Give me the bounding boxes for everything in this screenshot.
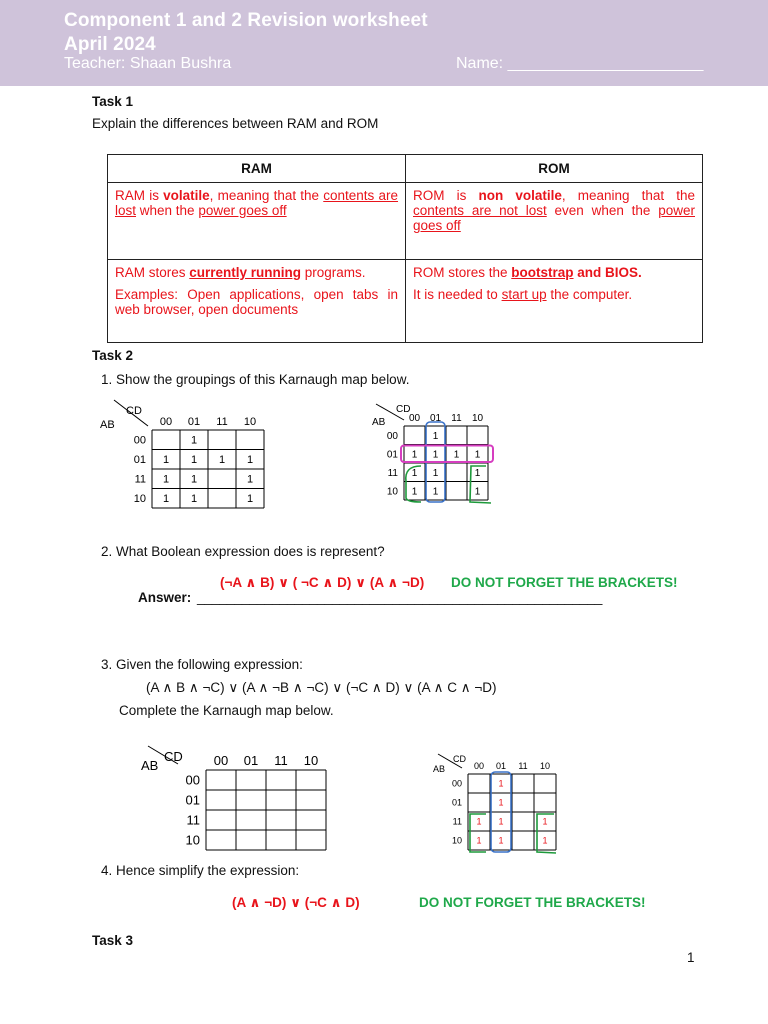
kmap-cell-value: 1 [411, 486, 418, 498]
kmap-3-blank [136, 744, 319, 856]
kmap-cell-value: 1 [162, 493, 170, 506]
kmap-cell-value: 1 [190, 493, 198, 506]
kmap-row-label: 01 [451, 797, 462, 808]
kmap-2-grouped [362, 400, 522, 510]
kmap-4-filled [428, 750, 573, 854]
kmap-cell-value: 1 [190, 454, 198, 467]
kmap-col-label: 00 [213, 753, 229, 768]
kmap-cell-value: 1 [411, 467, 418, 479]
kmap-col-label: 10 [303, 753, 319, 768]
answer-line[interactable]: ______________________________________________________ [197, 590, 603, 605]
kmap-cell-value: 1 [246, 493, 254, 506]
answer-label: Answer: [138, 590, 192, 605]
kmap-cell-value: 1 [411, 449, 418, 461]
kmap-col-label: 11 [518, 761, 528, 771]
header-band [0, 0, 768, 86]
kmap-row-label: 10 [451, 835, 462, 846]
kmap-col-label: 10 [471, 413, 484, 424]
question-1: 1. Show the groupings of this Karnaugh map below. [101, 372, 410, 387]
task1-prompt: Explain the differences between RAM and ROM [92, 116, 379, 131]
kmap-cell-value: 1 [498, 797, 504, 808]
kmap-row-label: 11 [186, 812, 200, 828]
rom-usage-cell: ROM stores the bootstrap and BIOS. It is needed to start up the computer. [406, 260, 703, 343]
brackets-reminder-2: DO NOT FORGET THE BRACKETS! [419, 895, 646, 910]
kmap-cell-value: 1 [476, 816, 482, 827]
kmap-cell-value: 1 [474, 467, 481, 479]
task2-heading: Task 2 [92, 348, 134, 363]
kmap-cell-value: 1 [432, 486, 439, 498]
kmap-cell-value: 1 [432, 467, 439, 479]
ram-column-header: RAM [108, 155, 406, 183]
question-4: 4. Hence simplify the expression: [101, 863, 300, 878]
answer-expression: (¬A ∧ B) ∨ ( ¬C ∧ D) ∨ (A ∧ ¬D) [220, 575, 425, 590]
kmap-row-label: 10 [185, 832, 200, 848]
kmap-col-label: 00 [473, 761, 485, 771]
kmap-row-label: 00 [451, 778, 462, 789]
kmap-cell-value: 1 [542, 816, 548, 827]
question-3-instruction: Complete the Karnaugh map below. [119, 703, 334, 718]
kmap-cell-value: 1 [476, 835, 482, 846]
kmap-col-label: 10 [539, 761, 551, 771]
kmap-col-label: 00 [159, 416, 173, 428]
student-name-field[interactable]: Name: ______________________ [456, 55, 704, 72]
kmap-cell-value: 1 [190, 434, 198, 447]
kmap-cell-value: 1 [474, 449, 481, 461]
kmap-cell-value: 1 [162, 454, 170, 467]
kmap-cell-value: 1 [162, 473, 170, 486]
kmap-cell-value: 1 [218, 454, 226, 467]
kmap-cell-value: 1 [498, 835, 504, 846]
kmap-cell-value: 1 [246, 473, 254, 486]
kmap-cell-value: 1 [474, 486, 481, 498]
kmap-cell-value: 1 [453, 449, 460, 461]
kmap4-ab-label: AB [433, 764, 446, 774]
kmap-row-label: 11 [452, 816, 462, 827]
kmap-row-label: 10 [386, 486, 398, 498]
kmap2-ab-label: AB [372, 417, 386, 428]
task3-heading: Task 3 [92, 933, 134, 948]
brackets-reminder: DO NOT FORGET THE BRACKETS! [451, 575, 678, 590]
kmap-col-label: 01 [495, 761, 507, 771]
kmap3-ab-label: AB [141, 758, 159, 773]
kmap1-cd-label: CD [126, 405, 142, 417]
kmap-col-label: 01 [243, 753, 259, 768]
kmap2-cd-label: CD [396, 404, 411, 415]
worksheet-title: Component 1 and 2 Revision worksheet [64, 10, 428, 31]
kmap-cell-value: 1 [432, 449, 439, 461]
kmap-row-label: 11 [387, 467, 398, 479]
kmap-row-label: 01 [133, 454, 146, 467]
kmap-row-label: 01 [185, 792, 200, 808]
kmap-col-label: 01 [187, 416, 201, 428]
kmap4-cd-label: CD [453, 754, 466, 764]
kmap-row-label: 01 [386, 449, 398, 461]
kmap3-cd-label: CD [164, 749, 183, 764]
kmap1-ab-label: AB [100, 419, 115, 431]
kmap-row-label: 10 [133, 493, 146, 506]
kmap-col-label: 11 [216, 416, 228, 428]
kmap-1 [96, 400, 266, 520]
worksheet-date: April 2024 [64, 34, 156, 55]
ram-rom-table [107, 154, 703, 343]
teacher-name: Teacher: Shaan Bushra [64, 55, 232, 72]
kmap-col-label: 10 [243, 416, 257, 428]
kmap-col-label: 01 [429, 413, 442, 424]
kmap-cell-value: 1 [498, 778, 504, 789]
simplified-expression: (A ∧ ¬D) ∨ (¬C ∧ D) [232, 895, 360, 910]
kmap-row-label: 00 [386, 430, 398, 442]
ram-usage-cell: RAM stores currently running programs. Examples: Open applications, open tabs in web browser, open documents [108, 260, 406, 343]
kmap-cell-value: 1 [432, 430, 439, 442]
kmap-col-label: 00 [408, 413, 421, 424]
kmap-row-label: 00 [185, 772, 200, 788]
kmap-col-label: 11 [274, 753, 288, 768]
question-3-expression: (A ∧ B ∧ ¬C) ∨ (A ∧ ¬B ∧ ¬C) ∨ (¬C ∧ D) ∨ (A ∧ C ∧ ¬D) [146, 680, 497, 695]
kmap-cell-value: 1 [542, 835, 548, 846]
question-2: 2. What Boolean expression does is represent? [101, 544, 385, 559]
kmap-row-label: 11 [134, 473, 146, 486]
kmap-cell-value: 1 [246, 454, 254, 467]
kmap-row-label: 00 [133, 434, 146, 447]
ram-volatility-cell: RAM is volatile, meaning that the contents are lost when the power goes off [108, 183, 406, 260]
kmap-cell-value: 1 [190, 473, 198, 486]
kmap-cell-value: 1 [498, 816, 504, 827]
question-3: 3. Given the following expression: [101, 657, 303, 672]
rom-volatility-cell: ROM is non volatile, meaning that the contents are not lost even when the power goes off [406, 183, 703, 260]
rom-column-header: ROM [406, 155, 703, 183]
page-number: 1 [687, 950, 695, 965]
kmap-col-label: 11 [451, 413, 462, 424]
task1-heading: Task 1 [92, 94, 134, 109]
